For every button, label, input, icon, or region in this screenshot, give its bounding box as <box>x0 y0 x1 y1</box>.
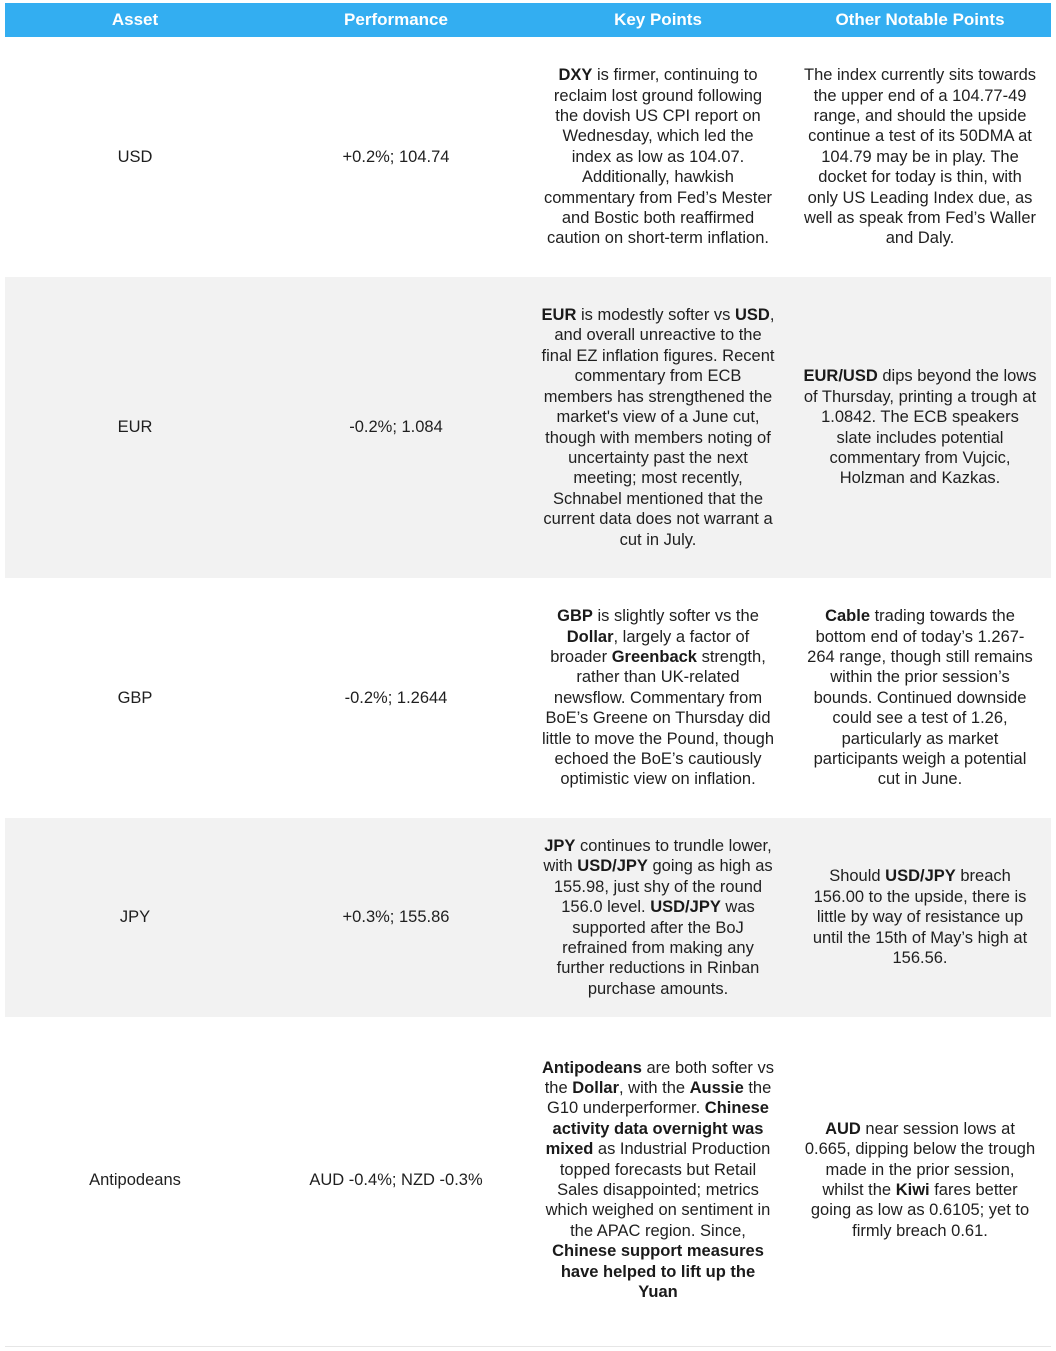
performance-cell: -0.2%; 1.2644 <box>344 688 448 707</box>
bold-text-run: USD/JPY <box>650 898 721 917</box>
header-asset: Asset <box>5 3 265 37</box>
performance-cell: AUD -0.4%; NZD -0.3% <box>309 1170 483 1189</box>
key-points-cell: GBP is slightly softer vs the Dollar, largely a factor of broader Greenback strength, rather than UK-related newsflow. Commentary from BoE’s Greene on Thursday did little to move the Pound, though echoed the BoE’s cautiously optimistic view on inflation. <box>541 607 775 789</box>
bold-text-run: USD/JPY <box>577 857 648 876</box>
asset-cell: GBP <box>117 688 153 707</box>
performance-cell: +0.3%; 155.86 <box>265 818 527 1017</box>
bold-text-run: Antipodeans <box>542 1058 642 1077</box>
asset-cell: JPY <box>5 818 265 1017</box>
performance-cell: -0.2%; 1.084 <box>265 277 527 578</box>
bold-text-run: Chinese activity data overnight was mixed <box>545 1099 769 1159</box>
other-points-cell: Cable trading towards the bottom end of today’s 1.267-264 range, though still remains within the prior session’s bounds. Continued downside could see a test of 1.26, particularly as market participants weigh a potential cut in June. <box>807 607 1033 789</box>
bold-text-run: EUR/USD <box>803 367 878 386</box>
bold-text-run: Dollar <box>566 627 614 646</box>
other-points-cell: The index currently sits towards the upper end of a 104.77-49 range, and should the upside continue a test of its 50DMA at 104.79 may be in play. The docket for today is thin, with only US Leading Index due, as well as speak from Fed’s Waller and Daly. <box>803 66 1036 248</box>
bold-text-run: GBP <box>557 607 593 626</box>
other-points-cell: AUD near session lows at 0.665, dipping below the trough made in the prior session, whilst the Kiwi fares better going as low as 0.6105; yet to firmly breach 0.61. <box>804 1119 1036 1240</box>
bold-text-run: Aussie <box>689 1078 744 1097</box>
asset-cell: USD <box>117 147 153 166</box>
fx-summary-table <box>5 3 1051 1343</box>
bold-text-run: Kiwi <box>895 1181 930 1199</box>
key-points-cell: DXY is firmer, continuing to reclaim lost ground following the dovish US CPI report on Wednesday, which led the index as low as 104.07. Additionally, hawkish commentary from Fed’s Mester and Bostic both reaffirmed caution on short-term inflation. <box>543 66 772 248</box>
table-row-usd <box>5 37 1051 277</box>
header-other-notable-points: Other Notable Points <box>789 3 1051 37</box>
table-row-jpy <box>5 818 1051 1017</box>
header-performance: Performance <box>265 3 527 37</box>
key-points-cell: EUR is modestly softer vs USD, and overall unreactive to the final EZ inflation figures. Recent commentary from ECB members has strengthened the market's view of a June cut, though with members noting of uncertainty past the next meeting; most recently, Schnabel mentioned that the current data does not warrant a cut in July. <box>527 277 789 578</box>
table-header-row <box>5 3 1051 37</box>
key-points-cell: Antipodeans are both softer vs the Dollar, with the Aussie the G10 underperformer. Chinese activity data overnight was mixed as Industrial Production topped forecasts but Retail Sales disappointed; metrics which weighed on sentiment in the APAC region. Since, Chinese support measures have helped to lift up the Yuan <box>542 1058 774 1302</box>
bold-text-run: Dollar <box>572 1078 620 1097</box>
table-row-eur <box>5 277 1051 578</box>
bold-text-run: Cable <box>825 607 870 626</box>
table-bottom-divider <box>5 1346 1051 1347</box>
bold-text-run: Chinese support measures have helped to lift up the Yuan <box>552 1242 764 1302</box>
bold-text-run: EUR <box>541 306 577 325</box>
bold-text-run: JPY <box>544 836 576 855</box>
asset-cell: Antipodeans <box>89 1170 181 1189</box>
other-points-cell: Should USD/JPY breach 156.00 to the upside, there is little by way of resistance up until the 15th of May’s high at 156.56. <box>789 818 1051 1017</box>
asset-cell: EUR <box>5 277 265 578</box>
key-points-cell: JPY continues to trundle lower, with USD/JPY going as high as 155.98, just shy of the round 156.0 level. USD/JPY was supported after the BoJ refrained from making any further reductions in Rinban purchase amounts. <box>527 818 789 1017</box>
bold-text-run: Greenback <box>611 647 697 666</box>
bold-text-run: USD/JPY <box>885 867 956 886</box>
bold-text-run: DXY <box>558 66 593 85</box>
header-key-points: Key Points <box>527 3 789 37</box>
other-points-cell: EUR/USD dips beyond the lows of Thursday, printing a trough at 1.0842. The ECB speakers slate includes potential commentary from Vujcic, Holzman and Kazkas. <box>789 277 1051 578</box>
bold-text-run: AUD <box>825 1119 861 1138</box>
performance-cell: +0.2%; 104.74 <box>342 147 450 166</box>
table-row-antipodeans <box>5 1017 1051 1343</box>
table-row-gbp <box>5 578 1051 818</box>
bold-text-run: USD <box>735 306 770 325</box>
